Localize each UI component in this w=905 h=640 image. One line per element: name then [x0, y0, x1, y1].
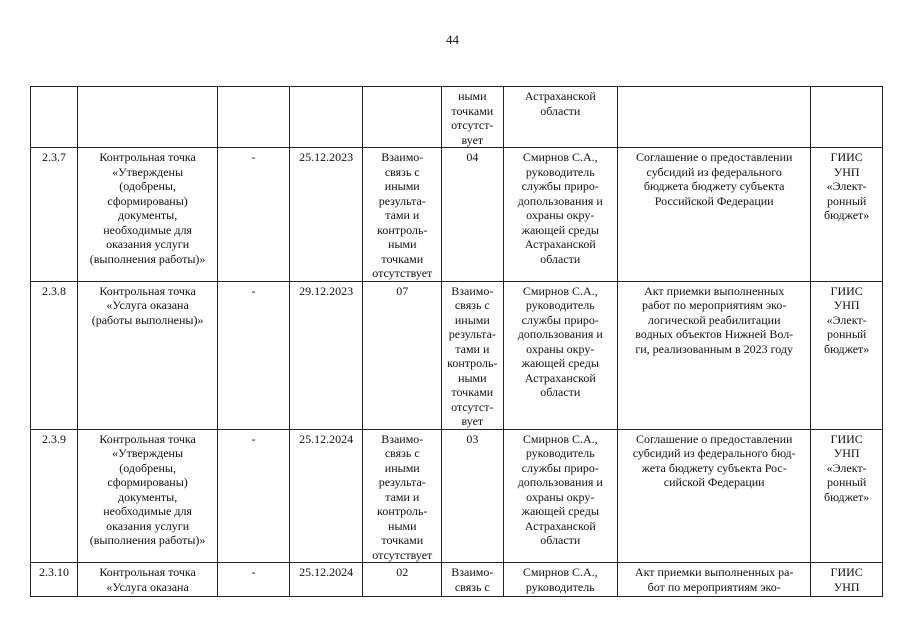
information-system: ГИИС УНП «Элект- ронный бюджет»: [811, 148, 883, 282]
row-number: 2.3.8: [31, 281, 78, 429]
responsible-person: Смирнов С.А., руководитель службы приро- допользования и охраны окру- жающей среды Астраханской области: [503, 429, 618, 563]
table-row: [31, 429, 883, 563]
due-date: 25.12.2024: [289, 429, 363, 563]
row-number: 2.3.9: [31, 429, 78, 563]
relation-type: Взаимо- связь с иными результа- тами и контроль- ными точками отсутствует: [363, 429, 442, 563]
row-number: 2.3.10: [31, 563, 78, 597]
due-date: 25.12.2024: [289, 563, 363, 597]
confirming-document: [618, 87, 811, 148]
previous-point: -: [218, 563, 290, 597]
information-system: [811, 87, 883, 148]
confirming-document: Акт приемки выполненных ра- бот по мероприятиям эко-: [618, 563, 811, 597]
previous-point: [218, 87, 290, 148]
control-point-name: Контрольная точка «Утверждены (одобрены, сформированы) документы, необходимые для оказания услуги (выполнения работы)»: [78, 429, 218, 563]
confirming-document: Соглашение о предоставлении субсидий из федерального бюджета бюджету субъекта Российской Федерации: [618, 148, 811, 282]
table-row: [31, 281, 883, 429]
relation-type: 07: [363, 281, 442, 429]
due-date: 29.12.2023: [289, 281, 363, 429]
previous-point: -: [218, 429, 290, 563]
table-row: [31, 148, 883, 282]
previous-point: -: [218, 148, 290, 282]
due-date: [289, 87, 363, 148]
responsible-person: Смирнов С.А., руководитель службы приро- допользования и охраны окру- жающей среды Астраханской области: [503, 281, 618, 429]
relation-type: 02: [363, 563, 442, 597]
responsible-person: Астраханской области: [503, 87, 618, 148]
row-number: 2.3.7: [31, 148, 78, 282]
control-point-name: Контрольная точка «Услуга оказана (работы выполнены)»: [78, 281, 218, 429]
relation-code: 04: [442, 148, 503, 282]
responsible-person: Смирнов С.А., руководитель: [503, 563, 618, 597]
previous-point: -: [218, 281, 290, 429]
relation-code: Взаимо- связь с иными результа- тами и контроль- ными точками отсутст- вует: [442, 281, 503, 429]
row-number: [31, 87, 78, 148]
confirming-document: Акт приемки выполненных работ по мероприятиям эко- логической реабилитации водных объектов Нижней Вол- ги, реализованным в 2023 году: [618, 281, 811, 429]
information-system: ГИИС УНП: [811, 563, 883, 597]
relation-code: 03: [442, 429, 503, 563]
table-row: [31, 563, 883, 597]
due-date: 25.12.2023: [289, 148, 363, 282]
responsible-person: Смирнов С.А., руководитель службы приро- допользования и охраны окру- жающей среды Астраханской области: [503, 148, 618, 282]
relation-type: [363, 87, 442, 148]
relation-type: Взаимо- связь с иными результа- тами и контроль- ными точками отсутствует: [363, 148, 442, 282]
control-point-name: [78, 87, 218, 148]
control-point-name: Контрольная точка «Услуга оказана: [78, 563, 218, 597]
confirming-document: Соглашение о предоставлении субсидий из федерального бюд- жета бюджету субъекта Рос- сийской Федерации: [618, 429, 811, 563]
page-number: 44: [446, 32, 459, 47]
relation-code: Взаимо- связь с: [442, 563, 503, 597]
relation-code: ными точками отсутст- вует: [442, 87, 503, 148]
table-row: [31, 87, 883, 148]
information-system: ГИИС УНП «Элект- ронный бюджет»: [811, 429, 883, 563]
control-points-table: [30, 86, 883, 597]
control-point-name: Контрольная точка «Утверждены (одобрены, сформированы) документы, необходимые для оказания услуги (выполнения работы)»: [78, 148, 218, 282]
information-system: ГИИС УНП «Элект- ронный бюджет»: [811, 281, 883, 429]
